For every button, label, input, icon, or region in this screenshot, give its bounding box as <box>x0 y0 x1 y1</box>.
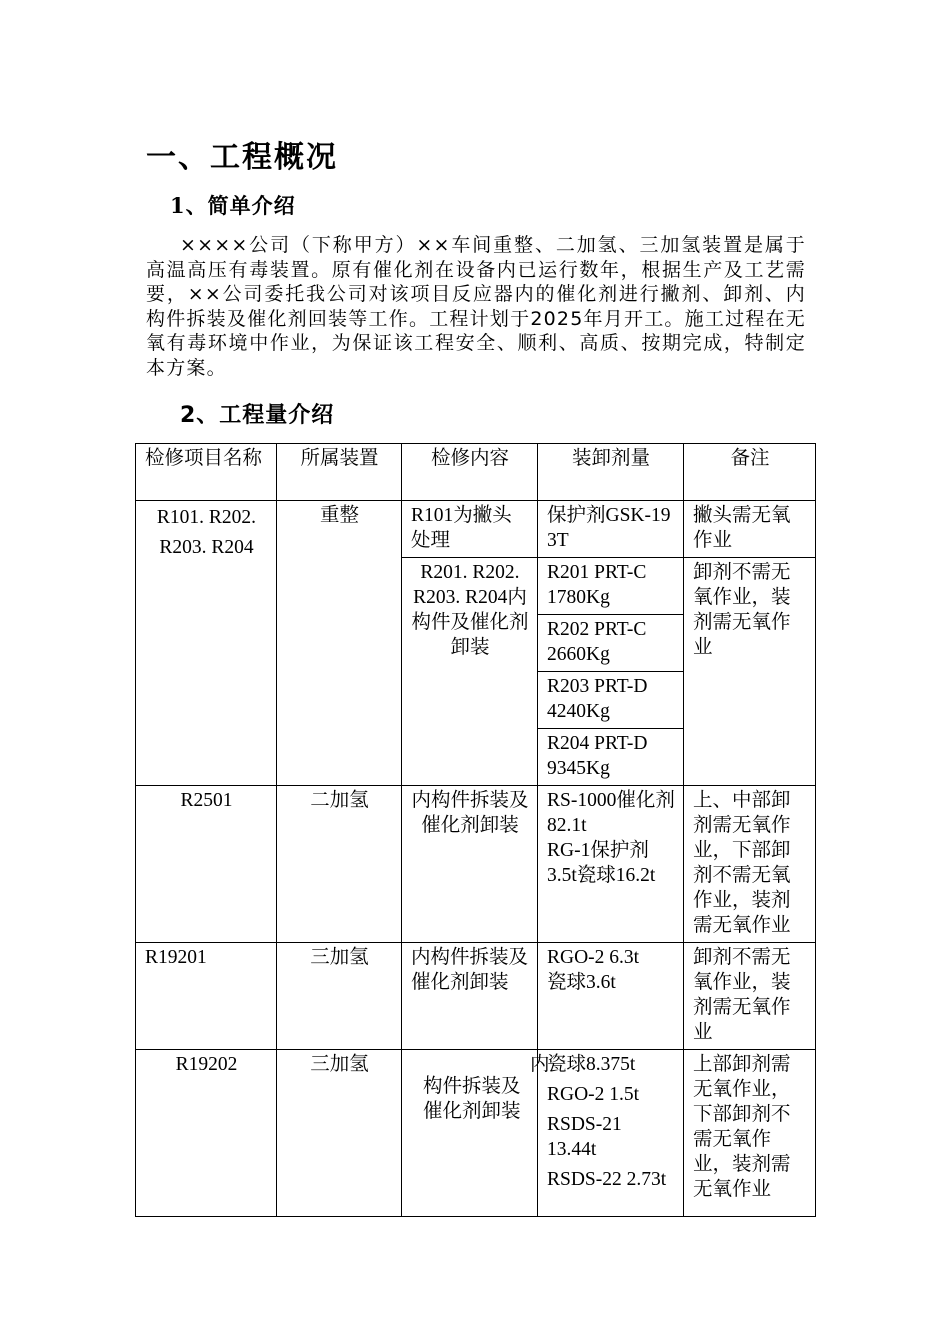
cell-unit: 二加氢 <box>277 786 402 943</box>
cell-item: R101. R202. R203. R204 <box>136 501 277 786</box>
cell-amount: R203 PRT-D 4240Kg <box>538 672 684 729</box>
amount-line: 瓷球3.6t <box>547 972 616 993</box>
table-row <box>136 1050 816 1217</box>
cell-item: R19201 <box>136 943 277 1050</box>
header-item: 检修项目名称 <box>136 444 277 501</box>
cell-amount <box>530 1050 684 1217</box>
table-row <box>136 786 816 943</box>
amount-line: RS-1000催化剂82.1t <box>547 790 675 836</box>
content-text: 构件拆装及催化剂卸装 <box>423 1076 521 1122</box>
intro-heading: 1、简单介绍 <box>170 193 296 218</box>
cell-item: R19202 <box>136 1050 277 1217</box>
table-row <box>136 943 816 1050</box>
header-content: 检修内容 <box>402 444 538 501</box>
cell-amount <box>538 786 684 943</box>
work-quantity-table <box>135 443 816 1217</box>
cell-content: R101为撇头处理 <box>402 501 538 558</box>
header-amount: 装卸剂量 <box>538 444 684 501</box>
cell-unit: 三加氢 <box>277 943 402 1050</box>
cell-note: 撇头需无氧作业 <box>684 501 816 558</box>
intro-paragraph: ××××公司（下称甲方）××车间重整、二加氢、三加氢装置是属于高温高压有毒装置。原有催化剂在设备内已运行数年，根据生产及工艺需要，××公司委托我公司对该项目反应器内的催化剂进行撇剂、卸剂、内构件拆装及催化剂回装等工作。工程计划于2025年月开工。施工过程在无氧有毒环境中作业，为保证该工程安全、顺利、高质、按期完成，特制定本方案。 <box>146 234 806 379</box>
amount-line: RSDS-22 2.73t <box>547 1169 667 1190</box>
content-prefix: 内 <box>530 1054 550 1075</box>
cell-unit: 三加氢 <box>277 1050 402 1217</box>
cell-note: 上部卸剂需无氧作业，下部卸剂不需无氧作业，装剂需无氧作业 <box>684 1050 816 1217</box>
cell-content: R201. R202. R203. R204内构件及催化剂卸装 <box>402 558 538 786</box>
cell-amount <box>538 943 684 1050</box>
quantity-heading: 2、工程量介绍 <box>180 403 335 428</box>
amount-line: RSDS-21 13.44t <box>547 1114 622 1160</box>
amount-line: RGO-2 1.5t <box>547 1084 640 1105</box>
cell-amount: 保护剂GSK-19 3T <box>538 501 684 558</box>
section-heading: 一、工程概况 <box>146 140 338 175</box>
cell-note: 卸剂不需无氧作业，装剂需无氧作业 <box>684 558 816 786</box>
amount-line: RGO-2 6.3t <box>547 947 640 968</box>
cell-amount: R204 PRT-D 9345Kg <box>538 729 684 786</box>
cell-item: R2501 <box>136 786 277 943</box>
amount-line: RG-1保护剂3.5t瓷球16.2t <box>547 840 656 886</box>
cell-amount: R202 PRT-C 2660Kg <box>538 615 684 672</box>
cell-content: 内构件拆装及催化剂卸装 <box>402 786 538 943</box>
cell-unit: 重整 <box>277 501 402 786</box>
table-row <box>136 501 816 558</box>
cell-content <box>402 1050 538 1217</box>
amount-line: 瓷球8.375t <box>547 1054 636 1075</box>
header-note: 备注 <box>684 444 816 501</box>
cell-note: 上、中部卸剂需无氧作业，下部卸剂不需无氧作业，装剂需无氧作业 <box>684 786 816 943</box>
cell-note: 卸剂不需无氧作业，装剂需无氧作业 <box>684 943 816 1050</box>
table-header-row <box>136 444 816 501</box>
cell-amount: R201 PRT-C 1780Kg <box>538 558 684 615</box>
cell-content: 内构件拆装及催化剂卸装 <box>402 943 538 1050</box>
header-unit: 所属装置 <box>277 444 402 501</box>
